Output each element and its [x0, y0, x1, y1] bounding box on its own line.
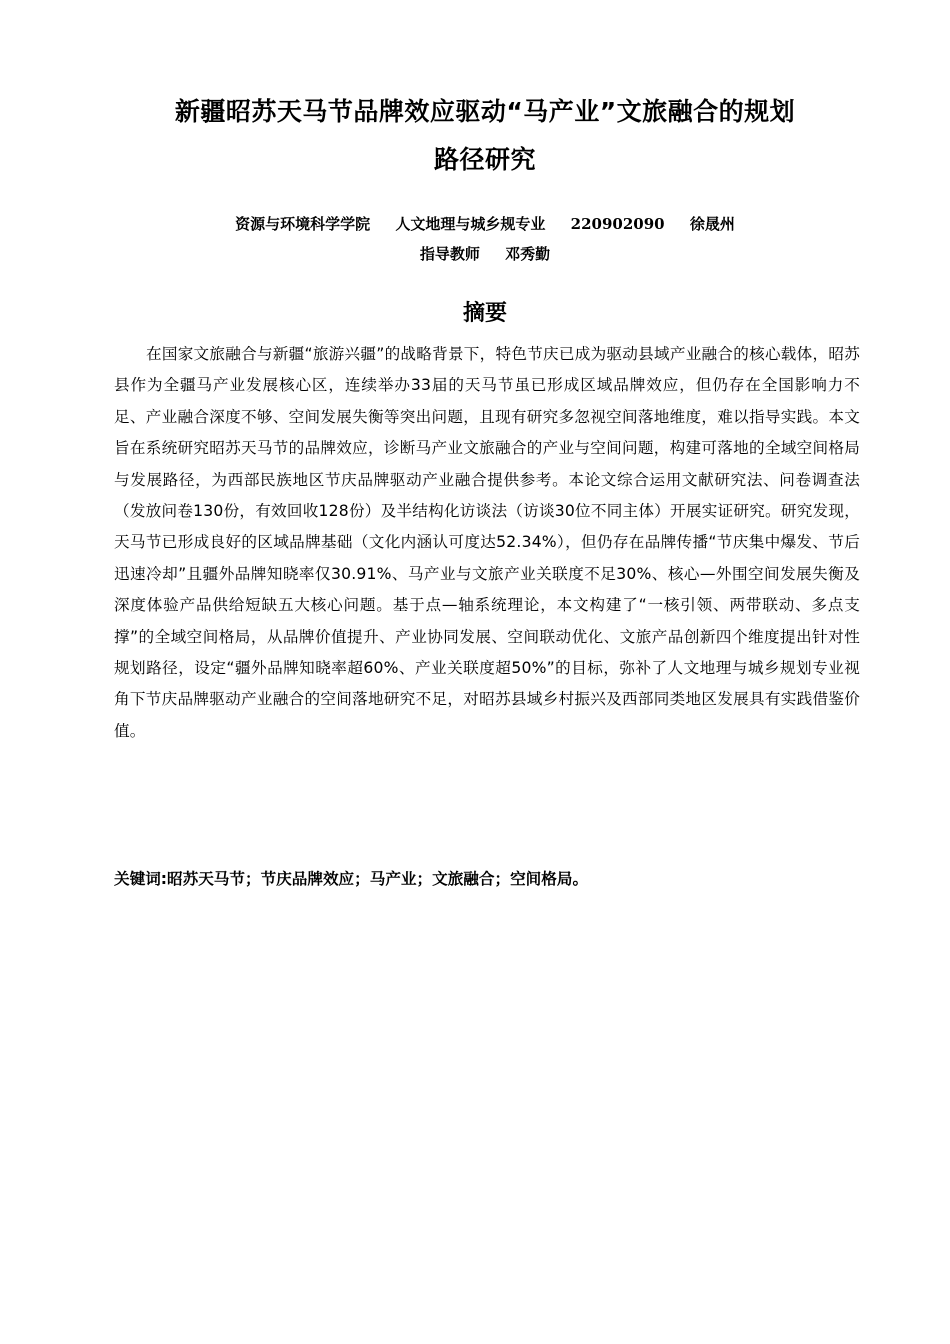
author-college: 资源与环境科学学院 [235, 215, 371, 233]
abstract-heading: 摘要 [462, 301, 507, 326]
paper-title-line-1: 新疆昭苏天马节品牌效应驱动“马产业”文旅融合的规划 [174, 97, 796, 126]
author-line [110, 209, 860, 239]
abstract-body: 在国家文旅融合与新疆“旅游兴疆”的战略背景下，特色节庆已成为驱动县域产业融合的核心载体，昭苏县作为全疆马产业发展核心区，连续举办33届的天马节虽已形成区域品牌效应，但仍存在全国影响力不足、产业融合深度不够、空间发展失衡等突出问题，且现有研究多忽视空间落地维度，难以指导实践。本文旨在系统研究昭苏天马节的品牌效应，诊断马产业文旅融合的产业与空间问题，构建可落地的全域空间格局与发展路径，为西部民族地区节庆品牌驱动产业融合提供参考。本论文综合运用文献研究法、问卷调查法（发放问卷130份，有效回收128份）及半结构化访谈法（访谈30位不同主体）开展实证研究。研究发现，天马节已形成良好的区域品牌基础（文化内涵认可度达52.34%），但仍存在品牌传播“节庆集中爆发、节后迅速冷却”且疆外品牌知晓率仅30.91%、马产业与文旅产业关联度不足30%、核心—外围空间发展失衡及深度体验产品供给短缺五大核心问题。基于点—轴系统理论，本文构建了“一核引领、两带联动、多点支撑”的全域空间格局，从品牌价值提升、产业协同发展、空间联动优化、文旅产品创新四个维度提出针对性规划路径，设定“疆外品牌知晓率超60%、产业关联度超50%”的目标，弥补了人文地理与城乡规划专业视角下节庆品牌驱动产业融合的空间落地研究不足，对昭苏县域乡村振兴及西部同类地区发展具有实践借鉴价值。 [114, 345, 860, 740]
author-block [110, 209, 860, 269]
advisor-line [110, 239, 860, 269]
author-name: 徐晟州 [689, 215, 735, 233]
author-student-id: 220902090 [570, 215, 665, 233]
paper-title [110, 88, 860, 184]
author-major: 人文地理与城乡规专业 [395, 215, 546, 233]
paper-title-line-2: 路径研究 [433, 145, 536, 174]
advisor-label: 指导教师 [419, 245, 480, 263]
keywords: 关键词:昭苏天马节；节庆品牌效应；马产业；文旅融合；空间格局。 [114, 870, 589, 888]
advisor-name: 邓秀勤 [505, 245, 551, 263]
